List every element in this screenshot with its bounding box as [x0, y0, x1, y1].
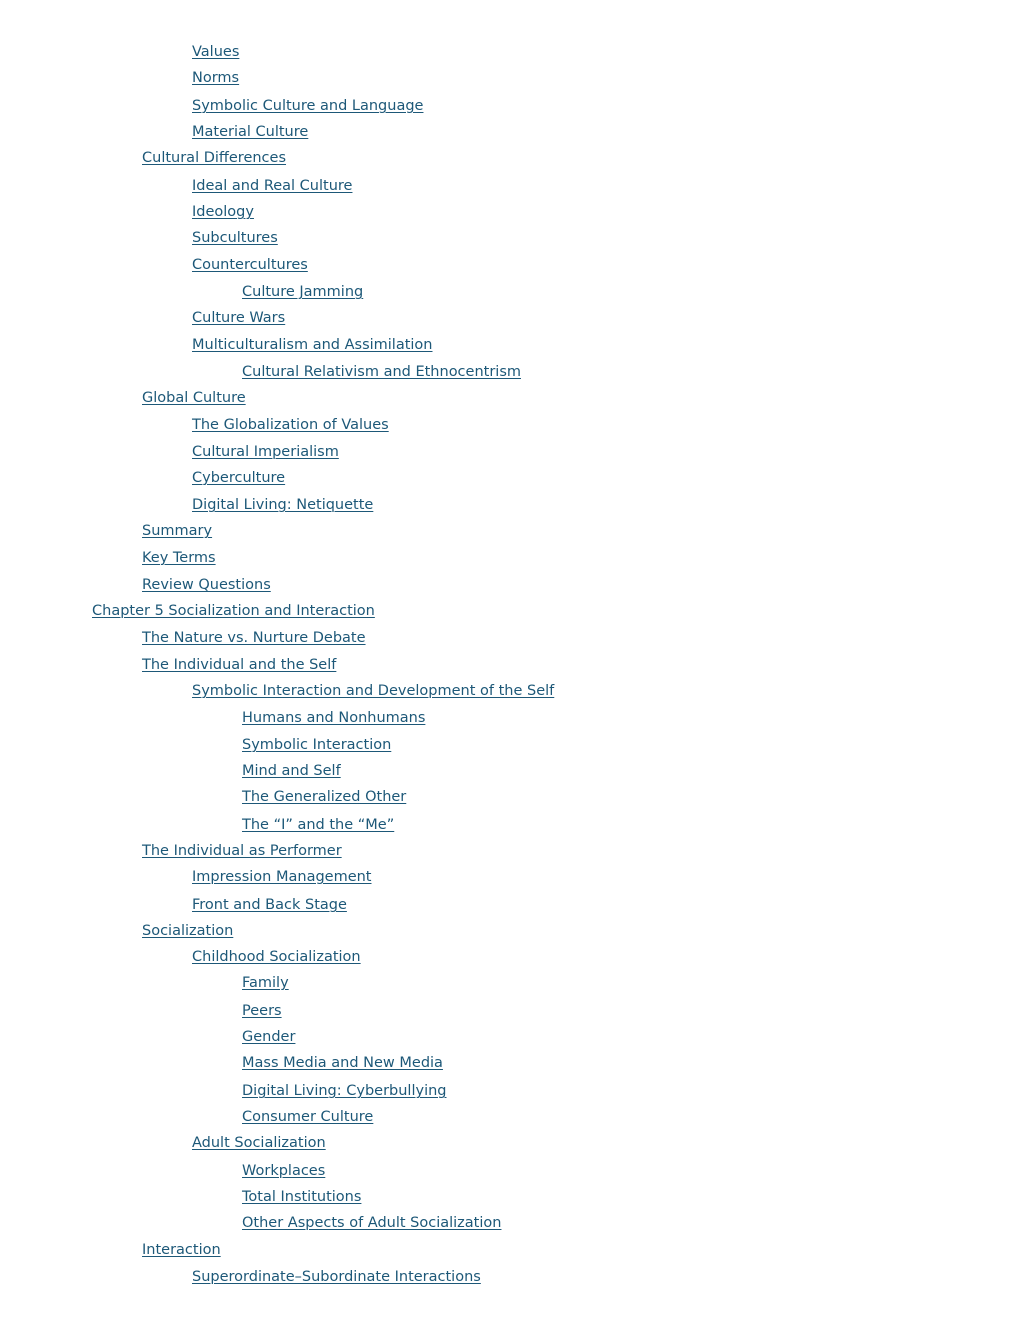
toc-link-mass-media-and-new-media[interactable]: Mass Media and New Media	[242, 1055, 443, 1071]
toc-link-gender[interactable]: Gender	[242, 1029, 296, 1045]
toc-link-workplaces[interactable]: Workplaces	[242, 1163, 326, 1179]
toc-link-digital-living-netiquette[interactable]: Digital Living: Netiquette	[192, 497, 374, 513]
toc-link-cultural-imperialism[interactable]: Cultural Imperialism	[192, 444, 339, 460]
toc-link-childhood-socialization[interactable]: Childhood Socialization	[192, 949, 361, 965]
toc-link-multiculturalism-and-assimilation[interactable]: Multiculturalism and Assimilation	[192, 337, 433, 353]
toc-link-socialization[interactable]: Socialization	[142, 923, 234, 939]
toc-link-subcultures[interactable]: Subcultures	[192, 230, 278, 246]
toc-link-consumer-culture[interactable]: Consumer Culture	[242, 1109, 374, 1125]
toc-link-review-questions[interactable]: Review Questions	[142, 577, 271, 593]
toc-link-cultural-relativism-and-ethnocentrism[interactable]: Cultural Relativism and Ethnocentrism	[242, 364, 521, 380]
toc-link-cultural-differences[interactable]: Cultural Differences	[142, 150, 287, 166]
toc-link-family[interactable]: Family	[242, 975, 289, 991]
toc-link-material-culture[interactable]: Material Culture	[192, 124, 309, 140]
toc-link-chapter-5[interactable]: Chapter 5 Socialization and Interaction	[92, 603, 375, 619]
toc-link-values[interactable]: Values	[192, 44, 240, 60]
toc-link-individual-as-performer[interactable]: The Individual as Performer	[142, 843, 342, 859]
toc-link-ideology[interactable]: Ideology	[192, 204, 254, 220]
toc-link-symbolic-culture-and-language[interactable]: Symbolic Culture and Language	[192, 98, 424, 114]
toc-link-nature-vs-nurture-debate[interactable]: The Nature vs. Nurture Debate	[142, 630, 366, 646]
toc-link-culture-jamming[interactable]: Culture Jamming	[242, 284, 364, 300]
toc-link-other-aspects-of-adult-socialization[interactable]: Other Aspects of Adult Socialization	[242, 1215, 502, 1231]
toc-link-total-institutions[interactable]: Total Institutions	[242, 1189, 362, 1205]
toc-link-generalized-other[interactable]: The Generalized Other	[242, 789, 407, 805]
toc-link-ideal-and-real-culture[interactable]: Ideal and Real Culture	[192, 178, 353, 194]
toc-link-countercultures[interactable]: Countercultures	[192, 257, 308, 273]
toc-link-symbolic-interaction-and-development[interactable]: Symbolic Interaction and Development of the Self	[192, 683, 555, 699]
toc-link-norms[interactable]: Norms	[192, 70, 240, 86]
toc-link-key-terms[interactable]: Key Terms	[142, 550, 216, 566]
toc-link-adult-socialization[interactable]: Adult Socialization	[192, 1135, 326, 1151]
toc-link-culture-wars[interactable]: Culture Wars	[192, 310, 286, 326]
toc-link-symbolic-interaction[interactable]: Symbolic Interaction	[242, 737, 392, 753]
toc-link-humans-and-nonhumans[interactable]: Humans and Nonhumans	[242, 710, 426, 726]
toc-link-global-culture[interactable]: Global Culture	[142, 390, 246, 406]
toc-link-impression-management[interactable]: Impression Management	[192, 869, 372, 885]
toc-link-peers[interactable]: Peers	[242, 1003, 282, 1019]
toc-link-summary[interactable]: Summary	[142, 523, 213, 539]
toc-link-cyberculture[interactable]: Cyberculture	[192, 470, 286, 486]
toc-link-i-and-me[interactable]: The “I” and the “Me”	[242, 817, 395, 833]
toc-link-interaction[interactable]: Interaction	[142, 1242, 221, 1258]
toc-link-front-and-back-stage[interactable]: Front and Back Stage	[192, 897, 347, 913]
toc-link-the-globalization-of-values[interactable]: The Globalization of Values	[192, 417, 389, 433]
toc-link-superordinate-subordinate-interactions[interactable]: Superordinate–Subordinate Interactions	[192, 1269, 481, 1285]
toc-link-individual-and-the-self[interactable]: The Individual and the Self	[142, 657, 337, 673]
toc-link-digital-living-cyberbullying[interactable]: Digital Living: Cyberbullying	[242, 1083, 447, 1099]
toc-link-mind-and-self[interactable]: Mind and Self	[242, 763, 341, 779]
